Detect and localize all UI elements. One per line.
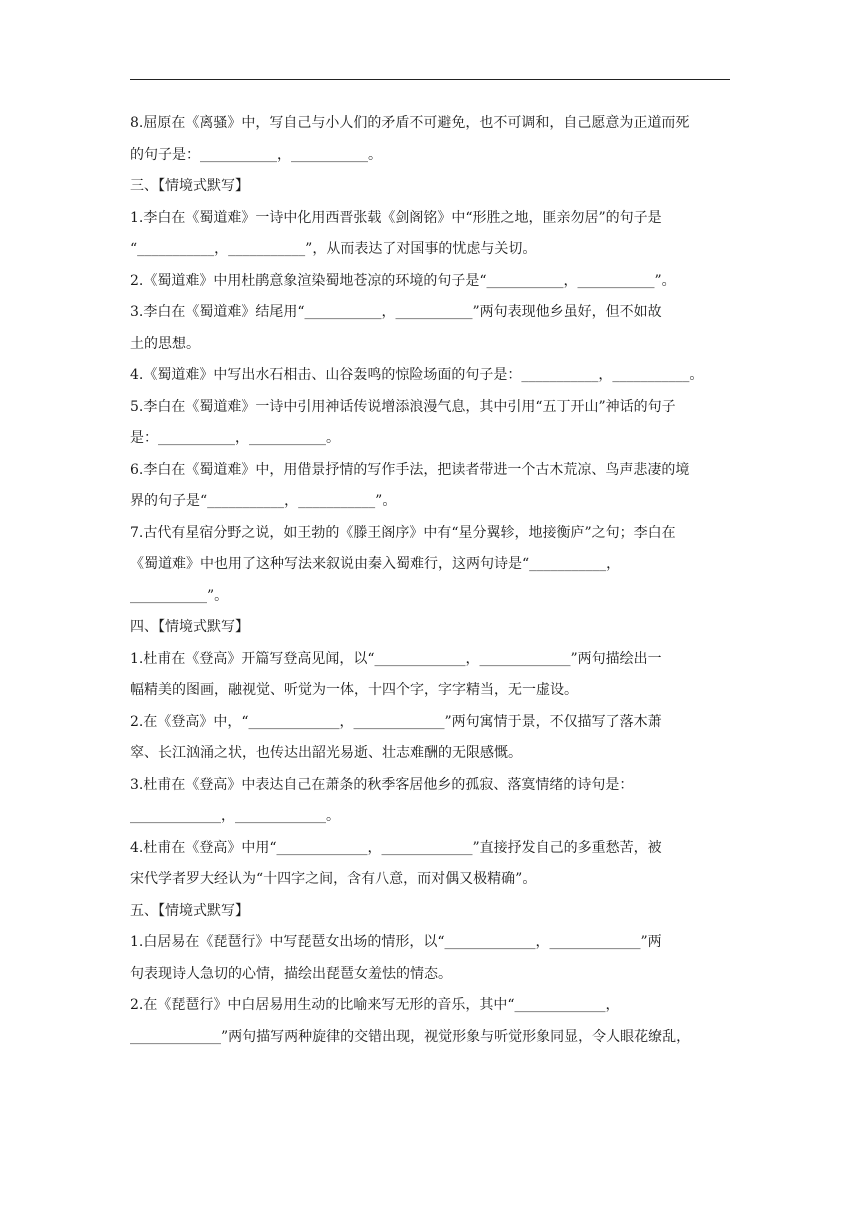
text-line: 1.李白在《蜀道难》一诗中化用西晋张载《剑阁铭》中“形胜之地，匪亲勿居”的句子是 [130,209,662,226]
text-line: 《蜀道难》中也用了这种写法来叙说由秦入蜀难行，这两句诗是“___________， [130,556,621,572]
text-line: 2.在《登高》中，“_____________，_____________”两句寓情于景，不仅描写了落木萧 [130,713,662,730]
text-line: 界的句子是“___________，___________”。 [130,493,397,509]
text-line: _____________，_____________。 [130,808,340,824]
text-line: 是：___________，___________。 [130,430,340,446]
text-line: ___________”。 [130,587,229,604]
text-line: 四、【情境式默写】 [130,619,249,635]
text-line: 7.古代有星宿分野之说，如王勃的《滕王阁序》中有“星分翼轸，地接衡庐”之句；李白在 [130,524,676,541]
text-line: 三、【情境式默写】 [130,178,249,194]
text-line: 宋代学者罗大经认为“十四字之间，含有八意，而对偶又极精确”。 [130,871,537,887]
text-line: 8.屈原在《离骚》中，写自己与小人们的矛盾不可避免，也不可调和，自己愿意为正道而死 [130,115,690,131]
text-line: 6.李白在《蜀道难》中，用借景抒情的写作手法，把读者带进一个古木荒凉、鸟声悲凄的境 [130,461,690,478]
header-rule [130,79,730,80]
text-line: 句表现诗人急切的心情，描绘出琵琶女羞怯的情态。 [130,965,452,982]
text-line: 的句子是：___________，___________。 [130,146,382,163]
text-line: _____________”两句描写两种旋律的交错出现，视觉形象与听觉形象同显，令人眼花缭乱， [130,1028,691,1045]
text-line: 4.杜甫在《登高》中用“_____________，_____________”直接抒发自己的多重愁苦，被 [130,839,662,856]
text-line: 五、【情境式默写】 [130,902,249,919]
text-line: 窣、长江汹涌之状，也传达出韶光易逝、壮志难酬的无限感慨。 [130,745,522,761]
text-line: 2.《蜀道难》中用杜鹃意象渲染蜀地苍凉的环境的句子是“___________，___________”。 [130,272,676,289]
text-line: 3.杜甫在《登高》中表达自己在萧条的秋季客居他乡的孤寂、落寞情绪的诗句是： [130,776,634,793]
text-line: 幅精美的图画，融视觉、听觉为一体，十四个字，字字精当，无一虚设。 [130,682,578,698]
text-line: 2.在《琵琶行》中白居易用生动的比喻来写无形的音乐，其中“_____________， [130,997,620,1013]
text-line: 1.杜甫在《登高》开篇写登高见闻，以“_____________，_____________”两句描绘出一 [130,650,662,667]
text-line: “___________，___________”，从而表达了对国事的忧虑与关切。 [130,241,537,257]
document-body [130,108,730,1053]
text-line: 4.《蜀道难》中写出水石相击、山谷轰鸣的惊险场面的句子是：___________，___________。 [130,367,704,383]
text-line: 3.李白在《蜀道难》结尾用“___________，___________”两句表现他乡虽好，但不如故 [130,304,662,320]
text-line: 5.李白在《蜀道难》一诗中引用神话传说增添浪漫气息，其中引用“五丁开山”神话的句子 [130,398,676,415]
text-line: 1.白居易在《琵琶行》中写琵琶女出场的情形，以“_____________，_____________”两 [130,934,662,950]
text-line: 土的思想。 [130,335,200,352]
